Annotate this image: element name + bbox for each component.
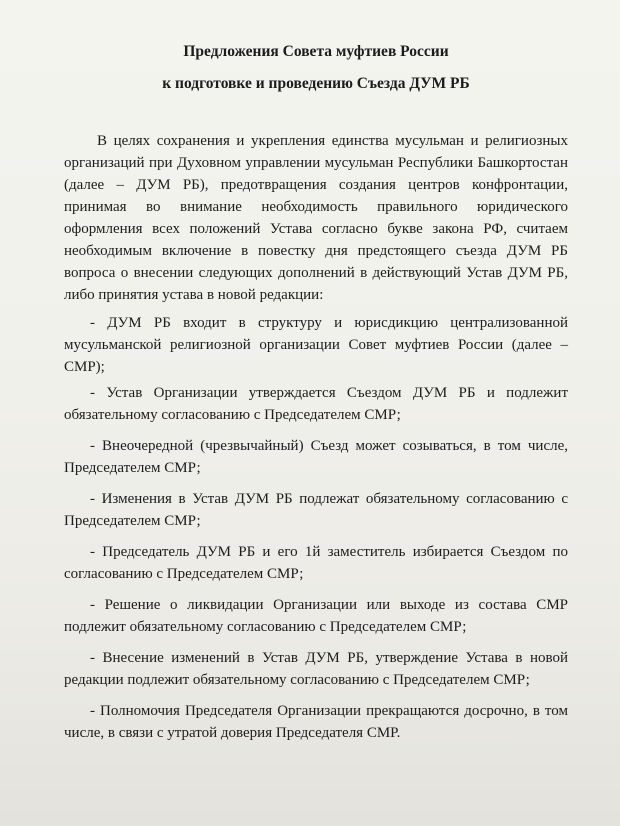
document-body — [64, 130, 568, 744]
list-item: - Председатель ДУМ РБ и его 1й заместитель избирается Съездом по согласованию с Председателем СМР; — [64, 541, 568, 585]
list-item: - Устав Организации утверждается Съездом ДУМ РБ и подлежит обязательному согласованию с Председателем СМР; — [64, 382, 568, 426]
list-item: - Решение о ликвидации Организации или выходе из состава СМР подлежит обязательному согласованию с Председателем СМР; — [64, 594, 568, 638]
intro-paragraph: В целях сохранения и укрепления единства мусульман и религиозных организаций при Духовном управлении мусульман Республики Башкортостан (далее – ДУМ РБ), предотвращения создания центров конфронтации, принимая во внимание необходимость правильного юридического оформления всех положений Устава согласно букве закона РФ, считаем необходимым включение в повестку дня предстоящего съезда ДУМ РБ вопроса о внесении следующих дополнений в действующий Устав ДУМ РБ, либо принятия устава в новой редакции: — [64, 133, 568, 303]
document-title — [64, 40, 568, 96]
list-item: - Изменения в Устав ДУМ РБ подлежат обязательному согласованию с Председателем СМР; — [64, 488, 568, 532]
list-item: - ДУМ РБ входит в структуру и юрисдикцию централизованной мусульманской религиозной организации Совет муфтиев России (далее – СМР); — [64, 312, 568, 378]
list-item: - Внеочередной (чрезвычайный) Съезд может созываться, в том числе, Председателем СМР; — [64, 435, 568, 479]
title-line-1: Предложения Совета муфтиев России — [183, 43, 449, 60]
title-line-2: к подготовке и проведению Съезда ДУМ РБ — [162, 75, 470, 92]
proposal-list — [64, 312, 568, 744]
list-item: - Полномочия Председателя Организации прекращаются досрочно, в том числе, в связи с утратой доверия Председателя СМР. — [64, 700, 568, 744]
list-item: - Внесение изменений в Устав ДУМ РБ, утверждение Устава в новой редакции подлежит обязательному согласованию с Председателем СМР; — [64, 647, 568, 691]
